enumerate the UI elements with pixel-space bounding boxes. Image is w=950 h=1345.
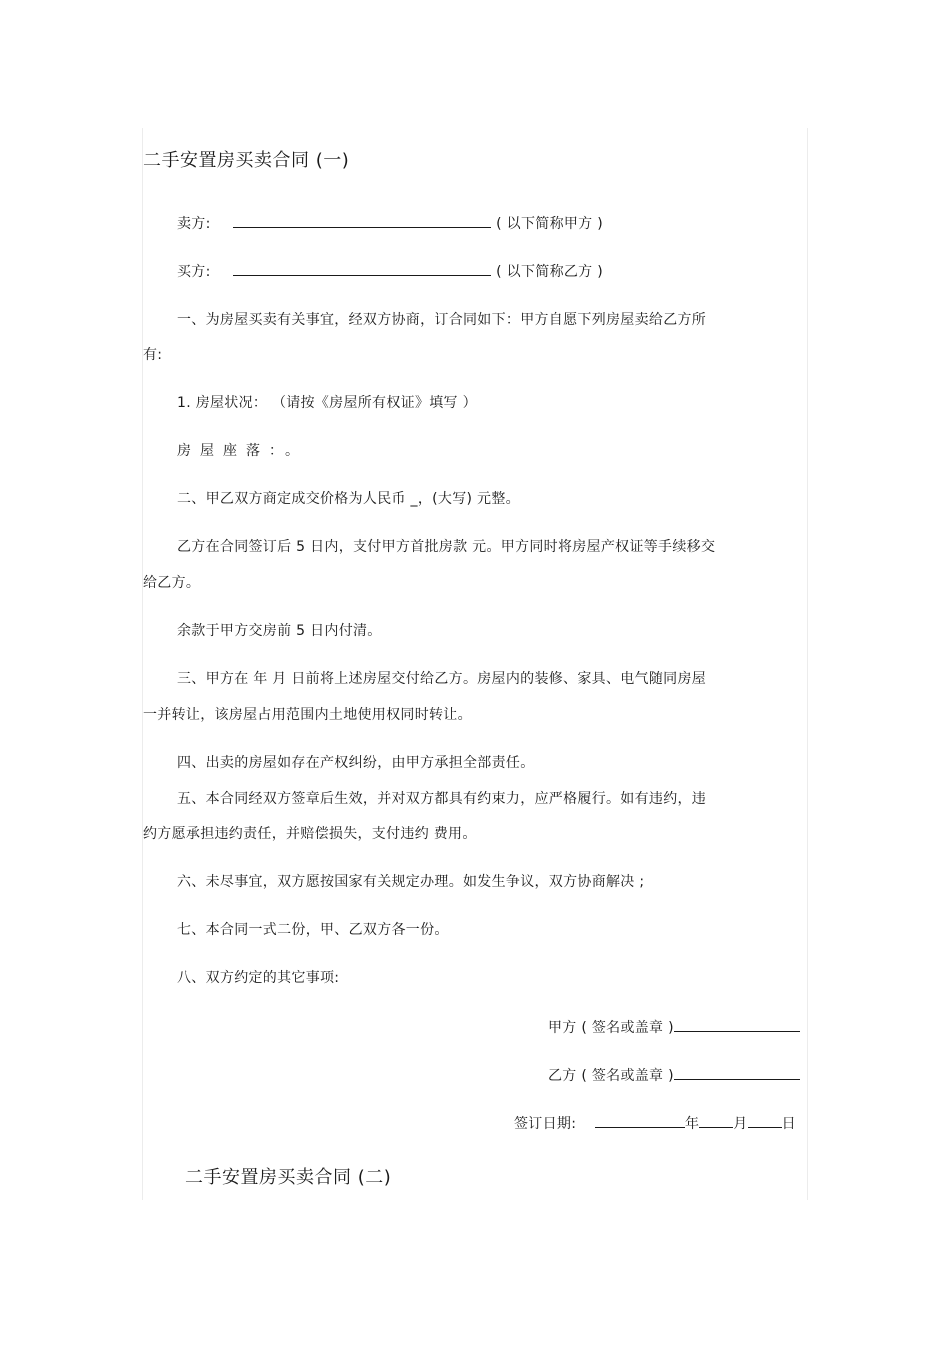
clause-5-line-2: 约方愿承担违约责任，并赔偿损失，支付违约 费用。 — [143, 826, 477, 842]
clause-8: 八、双方约定的其它事项: — [177, 970, 340, 986]
year-blank — [595, 1113, 685, 1128]
clause-3-line-1: 三、甲方在 年 月 日前将上述房屋交付给乙方。房屋内的装修、家具、电气随同房屋 — [177, 671, 707, 687]
clause-1-line-1: 一、为房屋买卖有关事宜，经双方协商，订合同如下：甲方自愿下列房屋卖给乙方所 — [177, 312, 707, 328]
buyer-line — [177, 261, 603, 282]
buyer-label: 买方: — [177, 264, 211, 280]
party-a-signature — [548, 1017, 800, 1038]
party-b-signature-label: 乙方 ( 签名或盖章 ) — [548, 1068, 674, 1084]
party-b-signature — [548, 1065, 800, 1086]
balance-payment: 余款于甲方交房前 5 日内付清。 — [177, 623, 382, 639]
party-b-signature-blank — [674, 1065, 800, 1080]
clause-4: 四、出卖的房屋如存在产权纠纷，由甲方承担全部责任。 — [177, 755, 535, 771]
contract-title-1: 二手安置房买卖合同 (一) — [143, 150, 350, 171]
house-status: 1. 房屋状况： （请按《房屋所有权证》填写 ） — [177, 395, 477, 411]
party-a-signature-blank — [674, 1017, 800, 1032]
payment-line-2: 给乙方。 — [143, 575, 201, 591]
buyer-blank — [233, 261, 491, 276]
seller-line — [177, 213, 603, 234]
clause-7: 七、本合同一式二份，甲、乙双方各一份。 — [177, 922, 449, 938]
clause-5-line-1: 五、本合同经双方签章后生效，并对双方都具有约束力，应严格履行。如有违约，违 — [177, 791, 707, 807]
month-label: 月 — [733, 1116, 748, 1132]
seller-label: 卖方: — [177, 216, 211, 232]
month-blank — [699, 1113, 733, 1128]
contract-title-2: 二手安置房买卖合同 (二) — [185, 1167, 392, 1188]
year-label: 年 — [684, 1116, 700, 1132]
day-label: 日 — [781, 1116, 796, 1132]
buyer-note: ( 以下简称乙方 ) — [496, 264, 603, 280]
house-location: 房屋座落：。 — [177, 443, 308, 459]
seller-note: ( 以下简称甲方 ) — [496, 216, 603, 232]
signing-date — [514, 1113, 796, 1134]
party-a-signature-label: 甲方 ( 签名或盖章 ) — [548, 1020, 674, 1036]
signing-date-label: 签订日期: — [514, 1116, 577, 1132]
seller-blank — [233, 213, 491, 228]
clause-6: 六、未尽事宜，双方愿按国家有关规定办理。如发生争议，双方协商解决 ; — [177, 874, 645, 890]
clause-3-line-2: 一并转让，该房屋占用范围内土地使用权同时转让。 — [143, 707, 472, 723]
clause-2: 二、甲乙双方商定成交价格为人民币 _，(大写) 元整。 — [177, 491, 520, 507]
document-page — [142, 128, 808, 1200]
clause-1-line-2: 有: — [143, 347, 163, 363]
payment-line-1: 乙方在合同签订后 5 日内，支付甲方首批房款 元。甲方同时将房屋产权证等手续移交 — [177, 539, 716, 555]
day-blank — [748, 1113, 782, 1128]
